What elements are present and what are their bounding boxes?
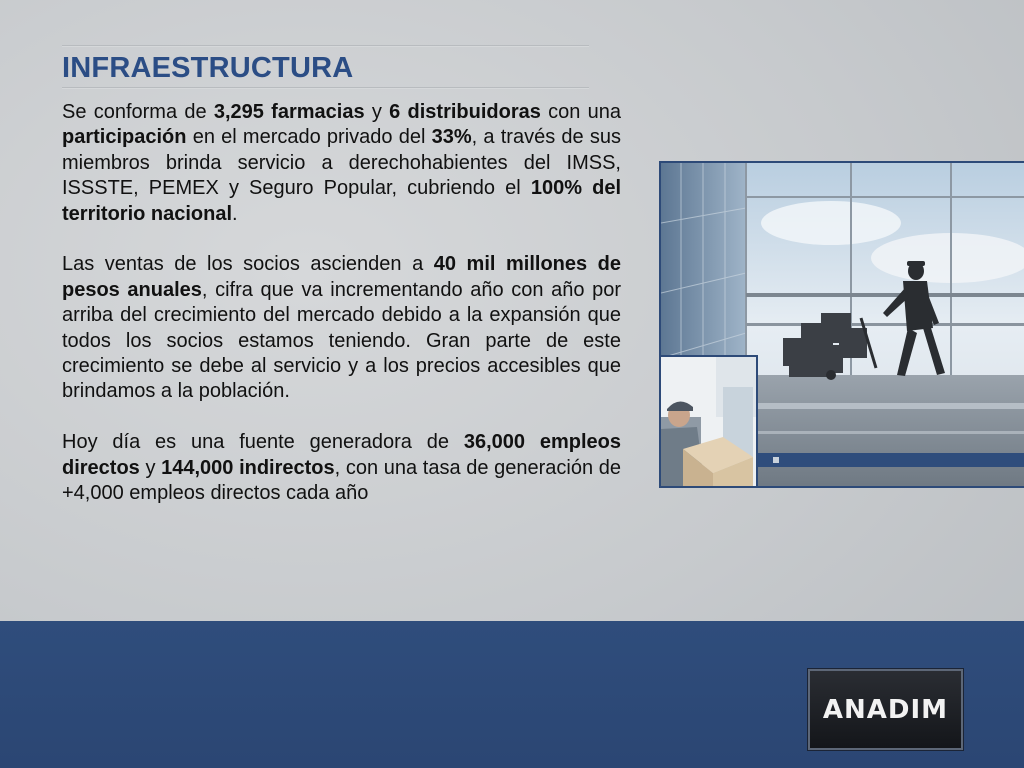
title-rule-bottom bbox=[62, 87, 589, 89]
logo-text: ANADIM bbox=[822, 694, 949, 725]
paragraph-employment bbox=[62, 430, 621, 506]
bold-span: 6 distribuidoras bbox=[389, 101, 541, 123]
bold-span: 33% bbox=[431, 126, 472, 149]
bold-span: 3,295 farmacias bbox=[213, 101, 365, 123]
text-span: y bbox=[139, 456, 162, 479]
paragraph-sales bbox=[62, 252, 621, 404]
text-span: Se conforma de bbox=[62, 101, 214, 123]
delivery-person-photo bbox=[659, 355, 758, 488]
anadim-logo bbox=[808, 669, 963, 750]
slide-title: INFRAESTRUCTURA bbox=[62, 52, 354, 84]
text-span: con una bbox=[540, 101, 621, 123]
text-span: , con una tasa de generación de +4,000 empleos directos cada año bbox=[62, 456, 621, 505]
text-span: , a través de sus miembros brinda servicio a derechohabientes del IMSS, ISSSTE, PEMEX y Seguro Popular, cubriendo el bbox=[62, 126, 621, 200]
bold-span: 100% del territorio nacional bbox=[62, 177, 621, 225]
text-span: y bbox=[364, 101, 390, 123]
text-span: Las ventas de los socios ascienden a bbox=[62, 253, 434, 276]
text-span: Hoy día es una fuente generadora de bbox=[62, 431, 464, 454]
slide-body bbox=[62, 100, 621, 532]
bold-span: 36,000 empleos directos bbox=[62, 431, 621, 479]
text-span: . bbox=[232, 202, 238, 225]
title-rule-top bbox=[62, 45, 589, 47]
paragraph-pharmacies bbox=[62, 100, 621, 227]
text-span: , cifra que va incrementando año con año por arriba del crecimiento del mercado debido a la expansión que todos los socios estamos teniendo. Gran parte de este crecimiento se debe al servicio y a los precios accesibles que brindamos a la población. bbox=[62, 278, 621, 403]
text-span: en el mercado privado del bbox=[186, 126, 432, 149]
bold-span: 40 mil millones de pesos anuales bbox=[62, 253, 621, 301]
bold-span: 144,000 indirectos bbox=[161, 456, 335, 479]
bold-span: participación bbox=[62, 126, 187, 149]
